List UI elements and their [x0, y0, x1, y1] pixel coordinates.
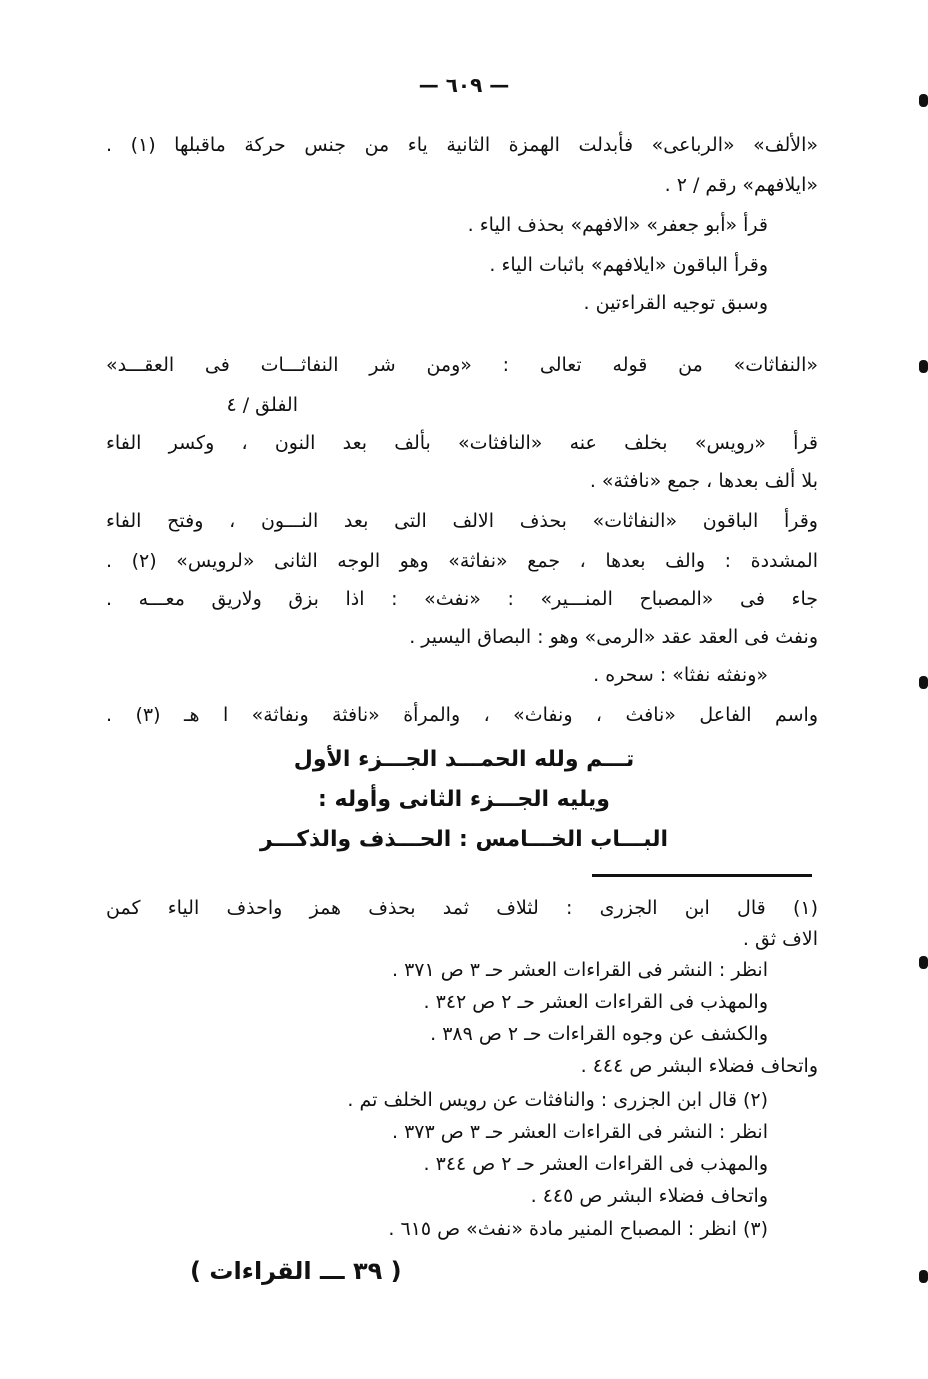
closing-line-3: البـــاب الخـــامس : الحـــذف والذكـــر [259, 827, 669, 852]
page-number: — ٦٠٩ — [418, 73, 510, 97]
body-line-11: المشددة : والف بعدها ، جمع «نفاثة» وهو الوجه الثانى «لرويس» (٢) . [106, 550, 819, 572]
scan-mark-2 [919, 360, 928, 373]
footnote-line-6: واتحاف فضلاء البشر ص ٤٤٤ . [580, 1055, 818, 1077]
body-line-15: واسم الفاعل «نافث ، ونفاث» ، والمرأة «نافثة ونفاثة» ا هـ (٣) . [106, 704, 818, 726]
body-line-4: وقرأ الباقون «ايلافهم» باثبات الياء . [489, 254, 768, 276]
footnote-line-7: (٢) قال ابن الجزرى : والنافثات عن رويس الخلف تم . [347, 1089, 768, 1111]
scan-mark-3 [919, 676, 928, 689]
scan-mark-4 [919, 956, 928, 969]
body-line-6: «النفاثات» من قوله تعالى : «ومن شر النفاثـــات فى العقـــد» [106, 354, 818, 376]
footnote-line-2: الاف ثق . [742, 928, 818, 950]
body-line-14: «ونفثه نفثا» : سحره . [593, 664, 768, 686]
body-line-3: قرأ «أبو جعفر» «الافهم» بحذف الياء . [467, 214, 768, 236]
footnote-line-5: والكشف عن وجوه القراءات حـ ٢ ص ٣٨٩ . [430, 1023, 768, 1045]
body-line-13: ونفث فى العقد عقد «الرمى» وهو : البصاق اليسير . [409, 626, 818, 648]
body-line-8: قرأ «رويس» بخلف عنه «النافثات» بألف بعد النون ، وكسر الفاء [106, 432, 818, 454]
footnote-line-4: والمهذب فى القراءات العشر حـ ٢ ص ٣٤٢ . [423, 991, 768, 1013]
body-line-9: بلا ألف بعدها ، جمع «نافثة» . [589, 470, 818, 492]
body-line-10: وقرأ الباقون «النفاثات» بحذف الالف التى بعد النـــون ، وفتح الفاء [106, 510, 818, 532]
footnote-line-1: (١) قال ابن الجزرى : لثلاف ثمد بحذف همز واحذف الياء كمن [106, 897, 818, 919]
body-line-1: «الألف» «الرباعى» فأبدلت الهمزة الثانية ياء من جنس حركة ماقبلها (١) . [106, 134, 818, 156]
body-line-7: الفلق / ٤ [226, 394, 298, 416]
footnote-divider [592, 874, 812, 877]
footnote-line-9: والمهذب فى القراءات العشر حـ ٢ ص ٣٤٤ . [423, 1153, 768, 1175]
footnote-line-11: (٣) انظر : المصباح المنير مادة «نفث» ص ٦١٥ . [388, 1218, 768, 1240]
closing-line-1: تـــم ولله الحمـــد الجـــزء الأول [293, 747, 635, 772]
scan-mark-1 [919, 94, 928, 107]
body-line-12: جاء فى «المصباح المنـــير» : «نفث» : اذا بزق ولاريق معـــه . [106, 588, 818, 610]
body-line-5: وسبق توجيه القراءتين . [583, 292, 768, 314]
footnote-line-10: واتحاف فضلاء البشر ص ٤٤٥ . [530, 1185, 768, 1207]
body-line-2: «ايلافهم» رقم / ٢ . [664, 174, 818, 196]
signature-mark: ( ٣٩ ـــ القراءات ) [190, 1257, 402, 1285]
footnote-line-3: انظر : النشر فى القراءات العشر حـ ٣ ص ٣٧١ . [392, 959, 768, 981]
scan-mark-5 [919, 1270, 928, 1283]
closing-line-2: ويليه الجـــزء الثانى وأوله : [318, 787, 610, 812]
footnote-line-8: انظر : النشر فى القراءات العشر حـ ٣ ص ٣٧٣ . [392, 1121, 768, 1143]
